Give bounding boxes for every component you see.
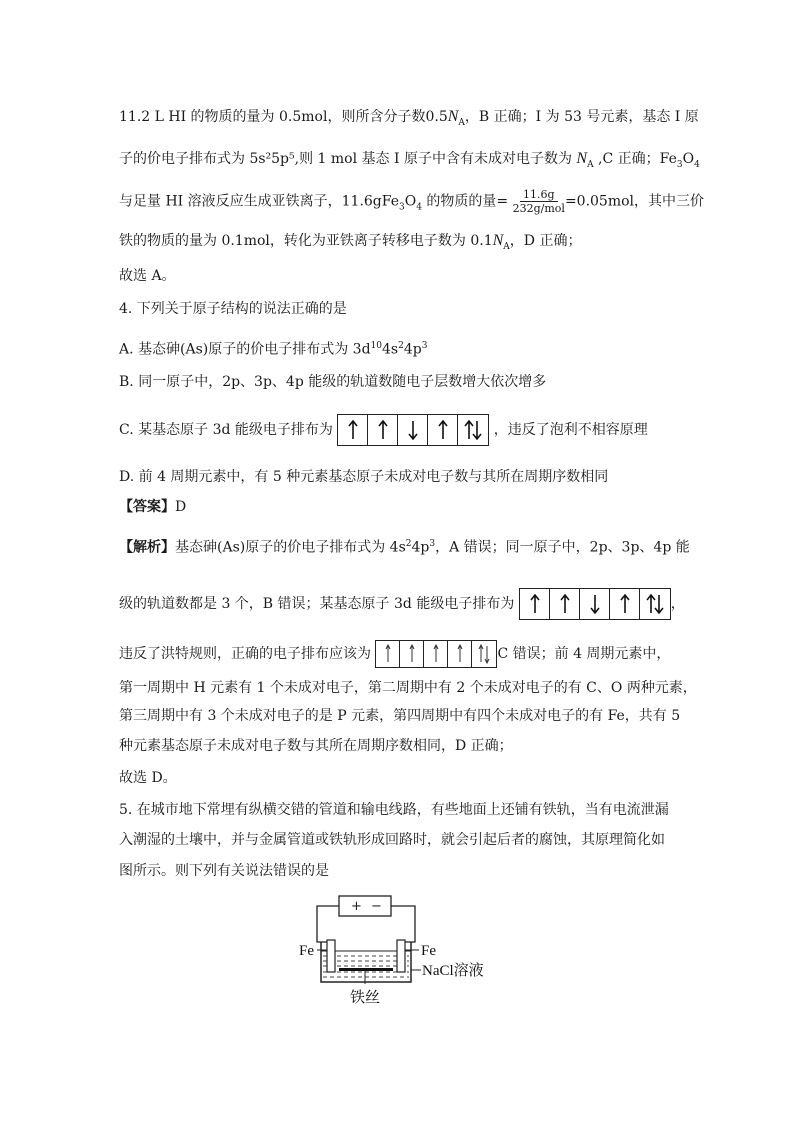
label-iron-wire: 铁丝 <box>350 990 381 1006</box>
question-stem: 图所示。则下列有关说法错误的是 <box>119 863 329 879</box>
orbital-diagram <box>519 588 671 620</box>
orbital-diagram <box>337 414 489 446</box>
label-nacl: NaCl溶液 <box>422 963 484 979</box>
answer: 【答案】D <box>119 499 187 515</box>
orbital-diagram-correct <box>375 640 497 668</box>
text-line: 子的价电子排布式为 5s²5p⁵,则 1 mol 基态 I 原子中含有未成对电子数为 $N_A$ ,C 正确；$Fe_3O_4$ <box>119 150 700 170</box>
question-stem: 4. 下列关于原子结构的说法正确的是 <box>119 301 347 317</box>
explanation-line: 第一周期中 H 元素有 1 个未成对电子，第二周期中有 2 个未成对电子的有 C、O 两种元素， <box>119 680 697 696</box>
text-line: 与足量 HI 溶液反应生成亚铁离子，$11.6gFe_3O_4$ 的物质的量= $\frac{11.6g}{\text{232g/mol}}$ =0.05mol，其中三价 <box>119 188 705 215</box>
explanation-line: 故选 D。 <box>119 770 177 786</box>
explanation-line: 种元素基态原子未成对电子数与其所在周期序数相同，D 正确； <box>119 738 513 754</box>
text-line: 故选 A。 <box>119 268 176 284</box>
text-line: 11.2 L HI 的物质的量为 0.5mol，则所含分子数$0.5N_A$，B 正确；I 为 53 号元素，基态 I 原 <box>119 108 699 128</box>
explanation-line: 第三周期中有 3 个未成对电子的是 P 元素，第四周期中有四个未成对电子的有 Fe，共有 5 <box>119 708 681 724</box>
text-line: 铁的物质的量为 0.1mol，转化为亚铁离子转移电子数为 $0.1N_A$，D 正确； <box>119 232 582 252</box>
explanation-line: 违反了洪特规则，正确的电子排布应该为 C 错误；前 4 周期元素中， <box>119 640 670 668</box>
option-d: D. 前 4 周期元素中，有 5 种元素基态原子未成对电子数与其所在周期序数相同 <box>119 469 609 485</box>
electrolysis-diagram <box>295 890 505 1010</box>
option-c: C. 某基态原子 3d 能级电子排布为 ，违反了泡利不相容原理 <box>119 414 648 446</box>
battery-plus: + <box>351 899 362 914</box>
question-stem: 5. 在城市地下常埋有纵横交错的管道和输电线路，有些地面上还铺有铁轨，当有电流泄漏 <box>119 802 669 818</box>
option-a: A. 基态砷(As)原子的价电子排布式为 $3d^{10}4s^24p^3$ <box>119 341 428 358</box>
explanation-line: 级的轨道数都是 3 个，B 错误；某基态原子 3d 能级电子排布为 ， <box>119 588 685 620</box>
battery-minus: − <box>371 899 382 914</box>
explanation-line: 【解析】基态砷(As)原子的价电子排布式为 $4s^24p^3$，A 错误；同一原子中，2p、3p、4p 能 <box>119 539 690 556</box>
fraction: $\frac{11.6g}{\text{232g/mol}}$ <box>512 188 565 215</box>
label-fe-right: Fe <box>421 943 436 959</box>
label-fe-left: Fe <box>299 943 314 959</box>
option-b: B. 同一原子中，2p、3p、4p 能级的轨道数随电子层数增大依次增多 <box>119 374 547 390</box>
question-stem: 入潮湿的土壤中，并与金属管道或铁轨形成回路时，就会引起后者的腐蚀，其原理简化如 <box>119 832 665 848</box>
